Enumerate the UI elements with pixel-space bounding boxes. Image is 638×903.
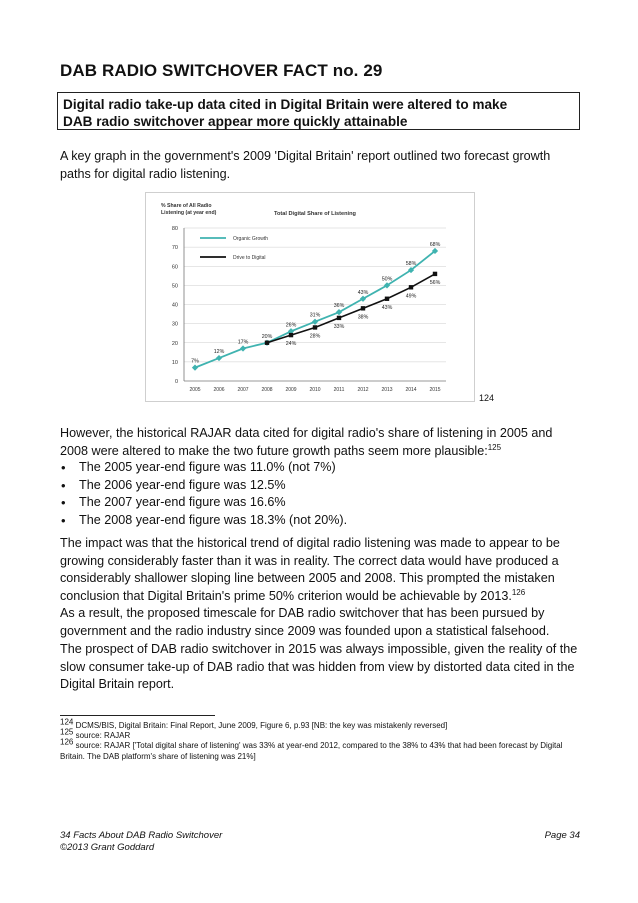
chart-data-label: 33% <box>333 323 345 330</box>
prospect-paragraph: The prospect of DAB radio switchover in 2015 was always impossible, given the reality of the slow consumer take-up of DAB radio that was hidden from view by distorted data cited in the Digital Britain report. <box>60 642 578 691</box>
footnote-ref-126: 126 <box>511 587 526 597</box>
footnote-text: DCMS/BIS, Digital Britain: Final Report, June 2009, Figure 6, p.93 [NB: the key was mistakenly reversed] <box>75 721 448 730</box>
chart-point <box>265 341 269 345</box>
chart-data-label: 56% <box>429 279 441 286</box>
chart-data-label: 26% <box>285 322 297 329</box>
intro-paragraph: A key graph in the government's 2009 'Digital Britain' report outlined two forecast growth paths for digital radio listening. <box>60 149 551 181</box>
chart-data-label: 12% <box>213 349 225 356</box>
chart-data-label: 7% <box>191 358 199 365</box>
chart-xtick-label: 2009 <box>285 387 297 393</box>
chart-data-label: 28% <box>309 333 321 340</box>
chart-xtick-label: 2015 <box>429 387 441 393</box>
footnote-ref-125: 125 <box>487 442 502 452</box>
headline-box <box>57 92 580 130</box>
footnote-rule <box>60 715 215 716</box>
chart-data-label: 24% <box>285 341 297 348</box>
chart-ytick-label: 60 <box>171 264 178 271</box>
list-item: • The 2008 year-end figure was 18.3% (not 20%). <box>60 512 582 530</box>
chart-point <box>240 345 246 351</box>
impact-paragraph-text: The impact was that the historical trend of digital radio listening was made to appear to be growing considerably faster than it was in reality. The correct data would have produced a considerably shallower sloping line between 2005 and 2008. This prompted the mistaken conclusion that Digital Britain's prime 50% criterion would be achievable by 2013. <box>60 536 560 603</box>
rajar-paragraph-text: However, the historical RAJAR data cited for digital radio's share of listening in 2005 and 2008 were altered to make the two future growth paths seem more plausible: <box>60 426 553 458</box>
chart-data-labels <box>191 242 440 365</box>
footnote-text: source: RAJAR <box>75 731 131 740</box>
digital-share-chart <box>146 193 474 401</box>
chart-ytick-label: 40 <box>171 302 178 309</box>
list-item: • The 2005 year-end figure was 11.0% (not 7%) <box>60 459 582 477</box>
chart-data-label: 43% <box>381 304 393 311</box>
chart-ytick-label: 30 <box>171 321 178 328</box>
footnote-126 <box>60 737 582 762</box>
chart-xtick-label: 2013 <box>381 387 393 393</box>
chart-point <box>385 297 389 301</box>
chart-xtick-label: 2006 <box>213 387 225 393</box>
chart-point <box>312 319 318 325</box>
chart-figure <box>145 192 475 402</box>
chart-series-line <box>195 251 435 368</box>
chart-data-label: 50% <box>381 276 393 283</box>
chart-ytick-label: 70 <box>171 245 178 252</box>
chart-data-label: 49% <box>405 293 417 300</box>
list-item: • The 2007 year-end figure was 16.6% <box>60 494 582 512</box>
chart-data-label: 58% <box>405 261 417 268</box>
rajar-paragraph <box>60 425 582 460</box>
chart-xtick-label: 2011 <box>333 387 345 393</box>
chart-title: Total Digital Share of Listening <box>274 211 356 217</box>
chart-xtick-label: 2007 <box>237 387 249 393</box>
chart-axes <box>172 226 441 393</box>
chart-data-label: 36% <box>333 303 345 310</box>
footnote-125 <box>60 727 582 742</box>
chart-data-label: 31% <box>309 312 321 319</box>
chart-point <box>361 306 365 310</box>
list-item: • The 2006 year-end figure was 12.5% <box>60 477 582 495</box>
chart-legend-label: Organic Growth <box>233 236 269 242</box>
footer-page-number: Page 34 <box>544 830 580 841</box>
chart-xtick-label: 2008 <box>261 387 273 393</box>
footer-copyright: ©2013 Grant Goddard <box>60 842 155 853</box>
footer-left <box>60 830 222 854</box>
chart-data-label: 17% <box>237 339 249 346</box>
chart-legend <box>200 236 268 261</box>
footer-doc-title: 34 Facts About DAB Radio Switchover <box>60 830 223 841</box>
chart-ytick-label: 0 <box>174 379 178 385</box>
headline-line-1: Digital radio take-up data cited in Digital Britain were altered to make <box>63 97 508 112</box>
chart-ytick-label: 80 <box>171 226 178 232</box>
chart-footnote-ref: 124 <box>479 393 495 403</box>
chart-xtick-label: 2012 <box>357 387 369 393</box>
chart-point <box>289 333 293 337</box>
footnote-number: 124 <box>60 717 74 727</box>
chart-xtick-label: 2005 <box>189 387 201 393</box>
chart-ytick-label: 50 <box>171 283 178 290</box>
footnote-number: 125 <box>60 727 74 737</box>
chart-xtick-label: 2010 <box>309 387 321 393</box>
chart-point <box>192 365 198 371</box>
result-paragraph: As a result, the proposed timescale for DAB radio switchover that has been pursued by government and the radio industry since 2009 was founded upon a statistical falsehood. <box>60 606 550 638</box>
impact-paragraph <box>60 535 582 605</box>
footnote-text: source: RAJAR ['Total digital share of listening' was 33% at year-end 2012, compared to the 38% to 43% that had been forecast by Digital Britain. The DAB platform's share of listening was 21%] <box>60 741 563 761</box>
chart-grid <box>184 228 446 381</box>
chart-point <box>433 272 437 276</box>
chart-data-label: 68% <box>429 241 441 248</box>
chart-ytick-label: 20 <box>171 340 178 347</box>
footnote-124 <box>60 717 582 732</box>
chart-ylabel-line-2: Listening (at year end) <box>161 210 217 216</box>
fact-title: DAB RADIO SWITCHOVER FACT no. 29 <box>60 61 383 80</box>
chart-ytick-label: 10 <box>171 359 178 366</box>
altered-figures-list <box>60 459 582 529</box>
chart-point <box>216 355 222 361</box>
chart-point <box>337 316 341 320</box>
footnote-number: 126 <box>60 737 74 747</box>
chart-legend-label: Drive to Digital <box>233 255 266 261</box>
chart-ylabel-line-1: % Share of All Radio <box>161 203 212 209</box>
chart-point <box>313 325 317 329</box>
chart-data-label: 20% <box>261 333 273 340</box>
chart-data-label: 43% <box>357 289 369 296</box>
chart-xtick-label: 2014 <box>405 387 417 393</box>
chart-data-label: 38% <box>357 314 369 321</box>
chart-point <box>409 285 413 289</box>
headline-line-2: DAB radio switchover appear more quickly attainable <box>63 114 408 129</box>
